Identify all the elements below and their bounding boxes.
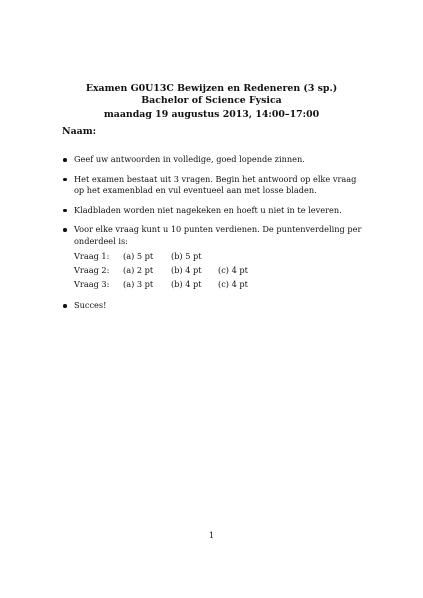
part-a-points: (a) 2 pt bbox=[123, 265, 154, 276]
bullet-icon bbox=[63, 228, 67, 232]
part-a-points: (a) 5 pt bbox=[123, 251, 154, 262]
points-row bbox=[74, 278, 362, 292]
bullet-icon bbox=[63, 158, 67, 162]
part-b-points: (b) 4 pt bbox=[171, 265, 202, 276]
instruction-item bbox=[62, 174, 362, 197]
part-c-points: (c) 4 pt bbox=[218, 265, 248, 276]
instruction-item bbox=[62, 300, 362, 312]
question-label: Vraag 2: bbox=[74, 265, 110, 276]
part-b-points: (b) 4 pt bbox=[171, 279, 202, 290]
instruction-list bbox=[62, 154, 362, 320]
instruction-text: Geef uw antwoorden in volledige, goed lopende zinnen. bbox=[74, 154, 305, 164]
exam-title: Examen G0U13C Bewijzen en Redeneren (3 sp.) bbox=[85, 83, 338, 94]
instruction-text: Het examen bestaat uit 3 vragen. Begin het antwoord op elke vraag op het examenblad en vul eventueel aan met losse bladen. bbox=[74, 173, 357, 195]
instruction-item bbox=[62, 154, 362, 166]
bullet-icon bbox=[63, 304, 67, 308]
question-label: Vraag 1: bbox=[74, 251, 110, 262]
question-label: Vraag 3: bbox=[74, 279, 110, 290]
instruction-text: Kladbladen worden niet nagekeken en hoeft u niet in te leveren. bbox=[74, 204, 342, 215]
exam-date: maandag 19 augustus 2013, 14:00–17:00 bbox=[103, 109, 320, 120]
name-label: Naam: bbox=[62, 126, 97, 137]
instruction-text: Succes! bbox=[74, 300, 107, 310]
part-c-points: (c) 4 pt bbox=[218, 279, 248, 290]
part-b-points: (b) 5 pt bbox=[171, 251, 202, 262]
points-table bbox=[74, 250, 362, 292]
points-row bbox=[74, 250, 362, 264]
instruction-text: Voor elke vraag kunt u 10 punten verdienen. De puntenverdeling per onderdeel is: bbox=[74, 224, 362, 246]
bullet-icon bbox=[63, 209, 67, 213]
program-name: Bachelor of Science Fysica bbox=[141, 95, 282, 106]
instruction-item bbox=[62, 205, 362, 217]
bullet-icon bbox=[63, 178, 67, 182]
page-number: 1 bbox=[208, 530, 215, 540]
part-a-points: (a) 3 pt bbox=[123, 279, 154, 290]
points-row bbox=[74, 264, 362, 278]
instruction-item bbox=[62, 224, 362, 292]
